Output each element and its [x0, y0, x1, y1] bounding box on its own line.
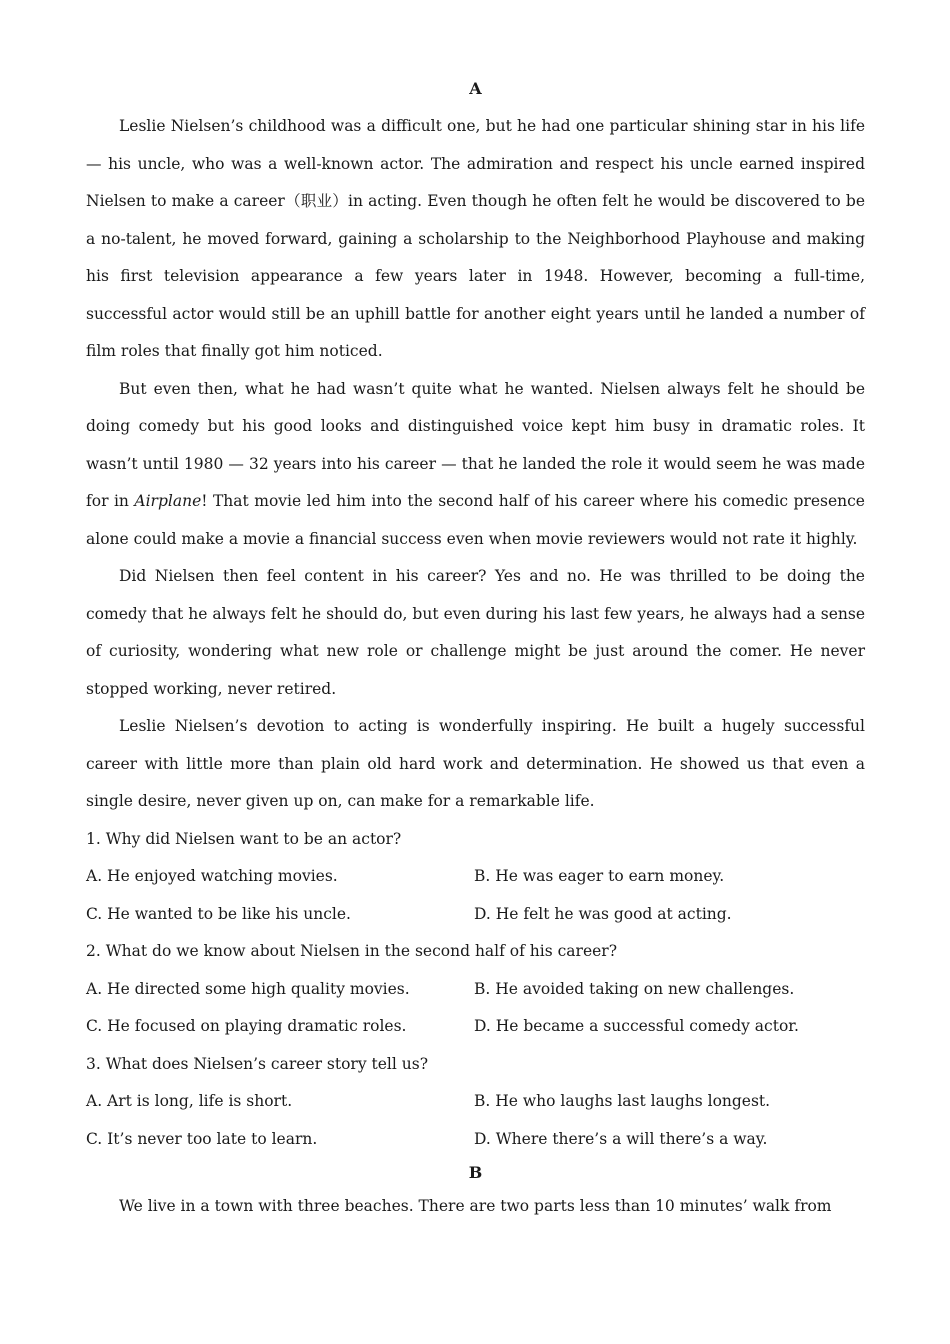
option-b: B. He avoided taking on new challenges. [474, 979, 795, 998]
option-a: A. He enjoyed watching movies. [86, 867, 338, 885]
question-2 [86, 933, 865, 1046]
passage-a-paragraph-2 [86, 371, 865, 559]
option-c: C. It’s never too late to learn. [86, 1129, 318, 1148]
paragraph-2-text-after: ! That movie led him into the second half of his career where his comedic presence alone could make a movie a financial success even when movie reviewers would not rate it highly. [86, 492, 865, 548]
passage-b-paragraph-1: We live in a town with three beaches. There are two parts less than 10 minutes’ walk from [119, 1197, 832, 1215]
option-a: A. Art is long, life is short. [86, 1092, 293, 1110]
passage-a-paragraph-1: Leslie Nielsen’s childhood was a difficult one, but he had one particular shining star in his life — his uncle, who was a well-known actor. The admiration and respect his uncle earned inspired Nielsen to make a career（职业）in acting. Even though he often felt he would be discovered to be a no-talent, he moved forward, gaining a scholarship to the Neighborhood Playhouse and making his first television appearance a few years later in 1948. However, becoming a full-time, successful actor would still be an uphill battle for another eight years until he landed a number of film roles that finally got him noticed. [86, 117, 865, 360]
question-1 [86, 821, 865, 934]
option-c: C. He focused on playing dramatic roles. [86, 1017, 407, 1035]
question-stem: 3. What does Nielsen’s career story tell us? [86, 1054, 429, 1073]
question-stem: 2. What do we know about Nielsen in the second half of his career? [86, 942, 618, 960]
section-a-heading: A [469, 79, 482, 98]
document-page [86, 74, 865, 1226]
option-b: B. He was eager to earn money. [474, 867, 725, 885]
passage-a-paragraph-4: Leslie Nielsen’s devotion to acting is wonderfully inspiring. He built a hugely successful career with little more than plain old hard work and determination. He showed us that even a single desire, never given up on, can make for a remarkable life. [86, 717, 865, 810]
movie-title-airplane: Airplane [134, 492, 202, 510]
option-d: D. Where there’s a will there’s a way. [474, 1129, 768, 1148]
paragraph-2-text-before: But even then, what he had wasn’t quite what he wanted. Nielsen always felt he should be doing comedy but his good looks and distinguished voice kept him busy in dramatic roles. It wasn’t until 1980 — 32 years into his career — that he landed the role it would seem he was made for in [86, 379, 865, 510]
option-d: D. He felt he was good at acting. [474, 904, 732, 923]
question-stem: 1. Why did Nielsen want to be an actor? [86, 829, 402, 848]
question-3 [86, 1046, 865, 1159]
option-b: B. He who laughs last laughs longest. [474, 1092, 771, 1110]
option-d: D. He became a successful comedy actor. [474, 1017, 799, 1035]
option-a: A. He directed some high quality movies. [86, 979, 410, 998]
passage-a-paragraph-3: Did Nielsen then feel content in his career? Yes and no. He was thrilled to be doing the comedy that he always felt he should do, but even during his last few years, he always had a sense of curiosity, wondering what new role or challenge might be just around the comer. He never stopped working, never retired. [86, 567, 865, 698]
option-c: C. He wanted to be like his uncle. [86, 904, 351, 923]
section-b-heading: B [468, 1163, 483, 1182]
